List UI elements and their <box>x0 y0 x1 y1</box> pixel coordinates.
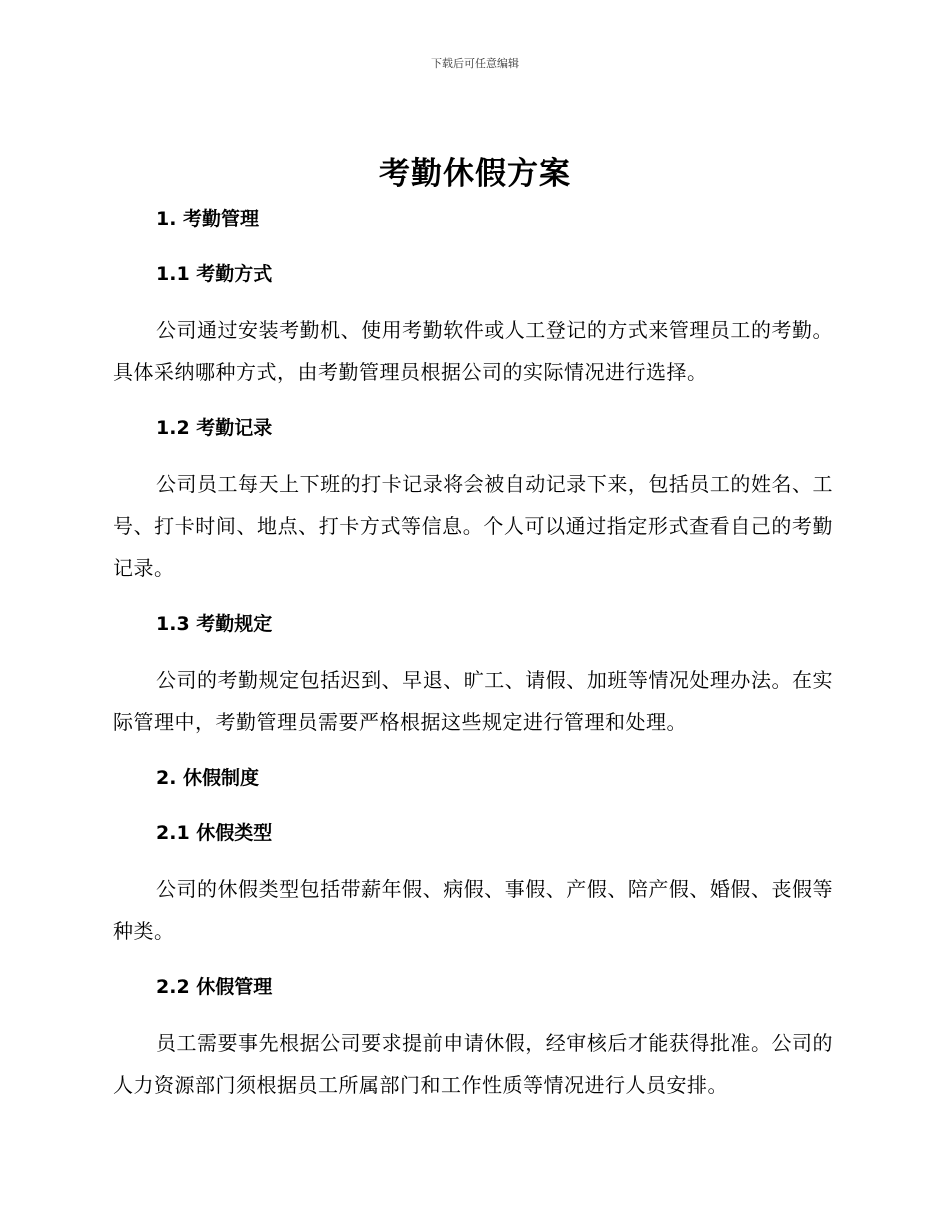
paragraph-1-3: 公司的考勤规定包括迟到、早退、旷工、请假、加班等情况处理办法。在实际管理中，考勤管理员需要严格根据这些规定进行管理和处理。 <box>113 668 833 734</box>
page-title: 考勤休假方案 <box>379 156 571 192</box>
paragraph-2-2: 员工需要事先根据公司要求提前申请休假，经审核后才能获得批准。公司的人力资源部门须根据员工所属部门和工作性质等情况进行人员安排。 <box>113 1031 833 1097</box>
paragraph-2-1: 公司的休假类型包括带薪年假、病假、事假、产假、陪产假、婚假、丧假等种类。 <box>113 877 833 943</box>
paragraph-1-2: 公司员工每天上下班的打卡记录将会被自动记录下来，包括员工的姓名、工号、打卡时间、地点、打卡方式等信息。个人可以通过指定形式查看自己的考勤记录。 <box>113 472 833 580</box>
subsection-heading-2-2: 2.2 休假管理 <box>156 976 273 998</box>
paragraph-1-1: 公司通过安装考勤机、使用考勤软件或人工登记的方式来管理员工的考勤。具体采纳哪种方式，由考勤管理员根据公司的实际情况进行选择。 <box>113 318 833 384</box>
subsection-heading-1-3: 1.3 考勤规定 <box>156 613 273 635</box>
subsection-heading-2-1: 2.1 休假类型 <box>156 822 273 844</box>
section-heading-2: 2. 休假制度 <box>156 767 260 789</box>
section-heading-1: 1. 考勤管理 <box>156 208 260 230</box>
subsection-heading-1-1: 1.1 考勤方式 <box>156 263 273 285</box>
document-body <box>113 202 833 1124</box>
header-note: 下载后可任意编辑 <box>431 57 519 70</box>
subsection-heading-1-2: 1.2 考勤记录 <box>156 417 273 439</box>
